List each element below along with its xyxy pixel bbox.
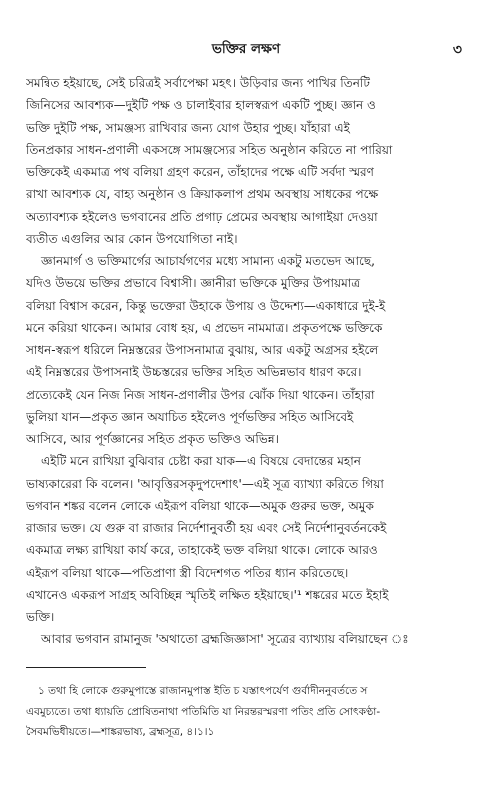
body-text	[26, 72, 472, 651]
text-line: এই নিম্নস্তরের উপাসনাই উচ্চস্তরের ভক্তির সহিত অভিন্নভাব ধারণ করে।	[26, 365, 362, 380]
running-title: ভক্তির লক্ষণ	[211, 41, 281, 57]
paragraph-2	[26, 250, 472, 450]
text-line: সমন্বিত হইয়াছে, সেই চরিত্রই সর্বাপেক্ষা মহৎ। উড়িবার জন্য পাখির তিনটি	[26, 76, 370, 90]
text-line: রাখা আবশ্যক যে, বাহ্য অনুষ্ঠান ও ক্রিয়াকলাপ প্রথম অবস্থায় সাধকের পক্ষে	[26, 187, 379, 202]
paragraph-1	[26, 72, 472, 250]
text-line: ভক্তি।	[26, 610, 55, 624]
page-header	[0, 38, 492, 60]
footnote-line: সৈবমভিধীয়তে।—শাঙ্করভাষ্য, ব্রহ্মসূত্র, ৪।১।১	[26, 726, 215, 738]
text-line: জ্ঞানমার্গ ও ভক্তিমার্গের আচার্যগণের মধ্যে সামান্য একটু মতভেদ আছে,	[41, 254, 375, 268]
page-number: ৩	[452, 42, 462, 58]
text-line: ভক্তিকেই একমাত্র পথ বলিয়া গ্রহণ করেন, তাঁহাদের পক্ষে এটি সর্বদা স্মরণ	[26, 165, 374, 179]
text-line: মনে করিয়া থাকেন। আমার বোধ হয়, এ প্রভেদ নামমাত্র। প্রকৃতপক্ষে ভক্তিকে	[26, 320, 383, 335]
text-line: তিনপ্রকার সাধন-প্রণালী একসঙ্গে সামঞ্জস্যের সহিত অনুষ্ঠান করিতে না পারিয়া	[26, 142, 393, 157]
paragraph-3	[26, 450, 472, 628]
footnote-line: ১ তথা হি লোকে গুরুমুপাস্তে রাজানমুপাস্ত ইতি চ যস্তাৎপর্যেণ গুর্বাদীননুবর্ততে স	[38, 685, 368, 697]
text-line: একমাত্র লক্ষ্য রাখিয়া কার্য করে, তাহাকেই ভক্ত বলিয়া থাকে। লোকে আরও	[26, 543, 378, 558]
text-line: প্রত্যেকেই যেন নিজ নিজ সাধন-প্রণালীর উপর ঝোঁক দিয়া থাকেন। তাঁহারা	[26, 387, 375, 402]
text-line: এইটি মনে রাখিয়া বুঝিবার চেষ্টা করা যাক—এ বিষয়ে বেদান্তের মহান	[41, 454, 361, 469]
text-line: ভাষ্যকারেরা কি বলেন। 'আবৃত্তিরসকৃদুপদেশাৎ'—এই সূত্র ব্যাখ্যা করিতে গিয়া	[26, 476, 384, 491]
text-line: ভক্তি দুইটি পক্ষ, সামঞ্জস্য রাখিবার জন্য যোগ উহার পুচ্ছ। যাঁহারা এই	[26, 120, 350, 135]
footnote	[26, 681, 472, 743]
text-line: ভগবান শঙ্কর বলেন লোকে এইরূপ বলিয়া থাকে—অমুক গুরুর ভক্ত, অমুক	[26, 498, 374, 513]
text-line: ব্যতীত এগুলির আর কোন উপযোগিতা নাই।	[26, 231, 238, 246]
text-line: বলিয়া বিশ্বাস করেন, কিন্তু ভক্তেরা উহাকে উপায় ও উদ্দেশ্য—একাধারে দুই-ই	[26, 298, 386, 313]
text-line: অত্যাবশ্যক হইলেও ভগবানের প্রতি প্রগাঢ় প্রেমের অবস্থায় আগাইয়া দেওয়া	[26, 209, 378, 224]
text-line: যদিও উভয়ে ভক্তির প্রভাবে বিশ্বাসী। জ্ঞানীরা ভক্তিকে মুক্তির উপায়মাত্র	[26, 276, 361, 291]
text-line: ভুলিয়া যান—প্রকৃত জ্ঞান অযাচিত হইলেও পূর্ণভক্তির সহিত আসিবেই	[26, 409, 354, 424]
paragraph-4	[26, 628, 472, 650]
text-line: সাধন-স্বরূপ ধরিলে নিম্নস্তরের উপাসনামাত্র বুঝায়, আর একটু অগ্রসর হইলে	[26, 343, 379, 357]
footnote-line: এবমুচ্যতে। তথা ধ্যায়তি প্রোষিতনাথা পতিমিতি যা নিরন্তরস্মরণা পতিং প্রতি সোৎকণ্ঠা-	[26, 705, 381, 718]
text-line: আবার ভগবান রামানুজ 'অথাতো ব্রহ্মজিজ্ঞাসা' সূত্রের ব্যাখ্যায় বলিয়াছেন ঃ	[41, 632, 409, 647]
footnote-divider	[26, 667, 146, 668]
text-line: এইরূপ বলিয়া থাকে—পতিপ্রাণা স্ত্রী বিদেশগত পতির ধ্যান করিতেছে।	[26, 565, 349, 580]
text-line: এখানেও একরূপ সাগ্রহ অবিচ্ছিন্ন স্মৃতিই লক্ষিত হইয়াছে।'¹ শঙ্করের মতে ইহাই	[26, 587, 389, 602]
text-line: আসিবে, আর পূর্ণজ্ঞানের সহিত প্রকৃত ভক্তিও অভিন্ন।	[26, 432, 279, 446]
text-line: জিনিসের আবশ্যক—দুইটি পক্ষ ও চালাইবার হালস্বরূপ একটি পুচ্ছ। জ্ঞান ও	[26, 98, 376, 113]
text-line: রাজার ভক্ত। যে গুরু বা রাজার নির্দেশানুবর্তী হয় এবং সেই নির্দেশানুবর্তনকেই	[26, 521, 387, 535]
